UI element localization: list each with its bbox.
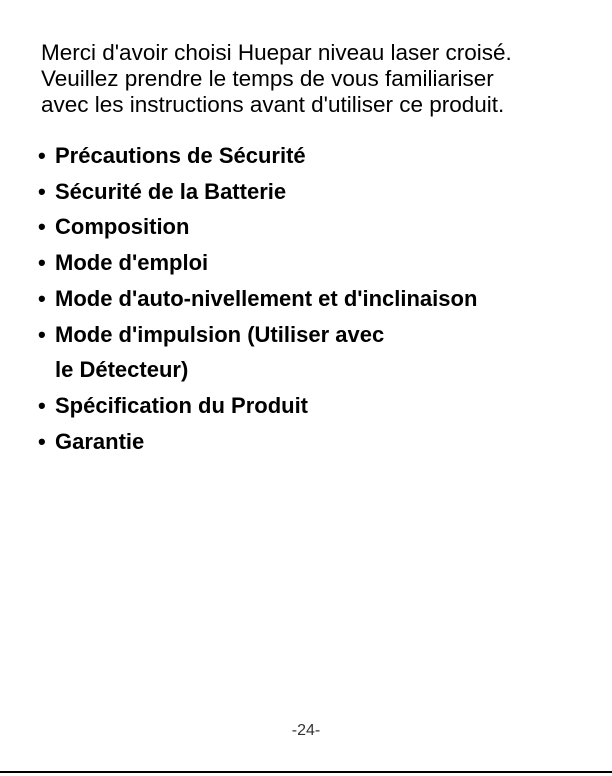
intro-line: Veuillez prendre le temps de vous familiariser bbox=[41, 66, 494, 91]
bottom-divider bbox=[0, 771, 612, 773]
bullet-icon: • bbox=[38, 214, 46, 240]
contents-item-battery-safety bbox=[38, 174, 598, 210]
page-number: -24- bbox=[291, 722, 321, 739]
contents-item-composition bbox=[38, 209, 598, 245]
contents-item-pulse-mode bbox=[38, 317, 598, 388]
bullet-icon: • bbox=[38, 428, 46, 454]
contents-item-label-continuation: le Détecteur) bbox=[55, 357, 189, 383]
contents-item-label: Sécurité de la Batterie bbox=[55, 178, 287, 204]
bullet-icon: • bbox=[38, 178, 46, 204]
contents-item-operating-mode bbox=[38, 245, 598, 281]
contents-item-label: Précautions de Sécurité bbox=[55, 143, 306, 168]
contents-item-label: Mode d'impulsion (Utiliser avec bbox=[55, 321, 385, 347]
contents-item-safety-precautions bbox=[38, 138, 598, 174]
contents-item-label: Spécification du Produit bbox=[55, 392, 309, 418]
contents-item-label: Mode d'auto-nivellement et d'inclinaison bbox=[55, 285, 478, 311]
contents-item-label: Garantie bbox=[55, 428, 145, 454]
intro-paragraph bbox=[41, 40, 601, 118]
bullet-icon: • bbox=[38, 143, 46, 168]
intro-line: Merci d'avoir choisi Huepar niveau laser croisé. bbox=[41, 40, 512, 65]
contents-item-warranty bbox=[38, 424, 598, 460]
contents-item-self-leveling-mode bbox=[38, 281, 598, 317]
contents-item-product-specification bbox=[38, 388, 598, 424]
bullet-icon: • bbox=[38, 285, 46, 311]
contents-list bbox=[38, 138, 598, 459]
contents-item-label: Composition bbox=[55, 214, 190, 240]
bullet-icon: • bbox=[38, 392, 46, 418]
intro-line: avec les instructions avant d'utiliser ce produit. bbox=[41, 92, 505, 117]
contents-item-label: Mode d'emploi bbox=[55, 250, 209, 276]
bullet-icon: • bbox=[38, 321, 46, 347]
bullet-icon: • bbox=[38, 250, 46, 276]
